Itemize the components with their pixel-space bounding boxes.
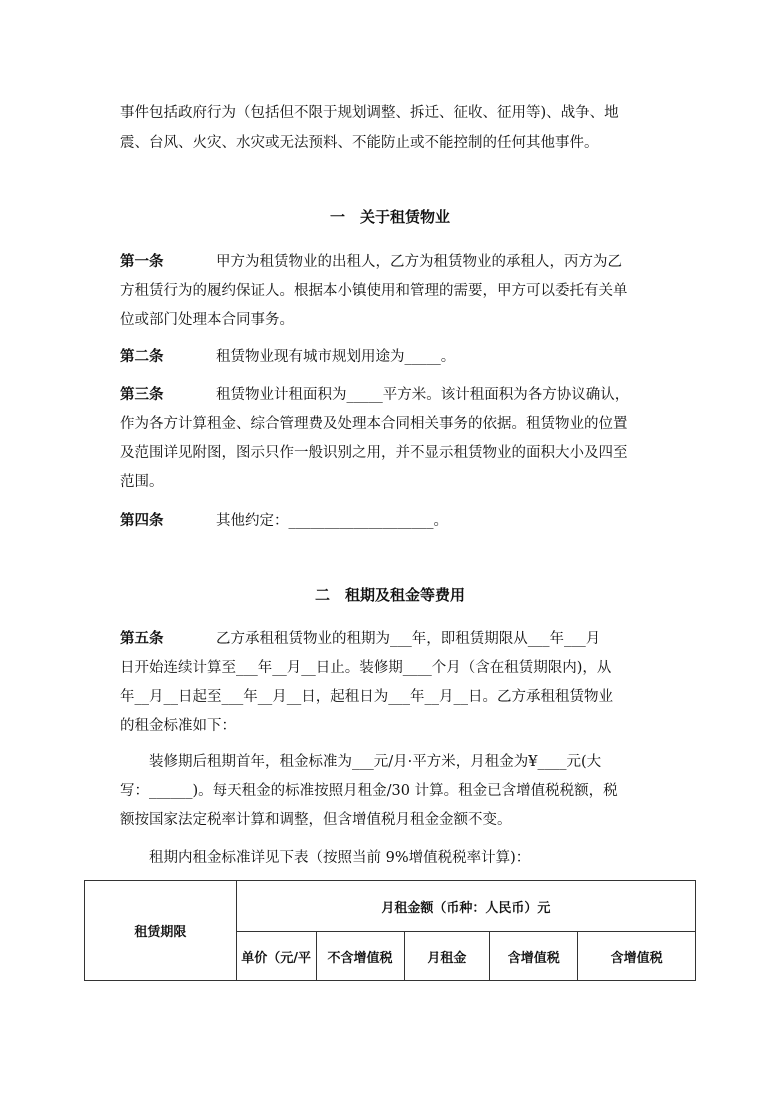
- rent-paragraph-line-2: 写：______)。每天租金的标准按照月租金/30 计算。租金已含增值税税额，税: [120, 783, 618, 799]
- intro-line-1: 事件包括政府行为（包括但不限于规划调整、拆迁、征收、征用等)、战争、地: [120, 105, 619, 121]
- article-5-text-4: 的租金标准如下：: [120, 718, 236, 734]
- article-5-text-1: 乙方承租租赁物业的租期为___年，即租赁期限从___年___月: [216, 631, 601, 647]
- section-1-title: 一 关于租赁物业: [329, 208, 450, 226]
- section-2-title: 二 租期及租金等费用: [314, 586, 465, 604]
- article-3-text-3: 及范围详见附图，图示只作一般识别之用，并不显示租赁物业的面积大小及四至: [120, 445, 628, 461]
- article-4-text: 其他约定：____________________。: [216, 513, 448, 529]
- excl-vat-header: 不含增值税: [316, 932, 404, 981]
- article-5-text-3: 年__月__日起至___年__月__日，起租日为___年__月__日。乙方承租租赁物业: [120, 689, 613, 705]
- article-1-text-1: 甲方为租赁物业的出租人，乙方为租赁物业的承租人，丙方为乙: [216, 254, 622, 270]
- incl-vat-header-2: 含增值税: [578, 932, 696, 981]
- incl-vat-header: 含增值税: [490, 932, 578, 981]
- article-3-text-1: 租赁物业计租面积为_____平方米。该计租面积为各方协议确认，: [216, 387, 630, 403]
- unit-price-header: 单价（元/平: [236, 932, 316, 981]
- rent-paragraph-line-3: 额按国家法定税率计算和调整，但含增值税月租金金额不变。: [120, 812, 512, 828]
- article-3-text-2: 作为各方计算租金、综合管理费及处理本合同相关事务的依据。租赁物业的位置: [120, 416, 628, 432]
- rent-table: [84, 880, 696, 981]
- article-2-label: 第二条: [120, 349, 164, 365]
- rent-table-intro: 租期内租金标准详见下表（按照当前 9%增值税税率计算)：: [149, 850, 531, 866]
- article-5-label: 第五条: [120, 631, 164, 647]
- article-1-text-3: 位或部门处理本合同事务。: [120, 312, 294, 328]
- article-3-label: 第三条: [120, 387, 164, 403]
- intro-line-2: 震、台风、火灾、水灾或无法预料、不能防止或不能控制的任何其他事件。: [120, 135, 599, 151]
- rent-period-header: 租赁期限: [85, 881, 237, 981]
- article-2-text: 租赁物业现有城市规划用途为_____。: [216, 349, 456, 365]
- monthly-rent-header: 月租金: [404, 932, 490, 981]
- article-1-text-2: 方租赁行为的履约保证人。根据本小镇使用和管理的需要，甲方可以委托有关单: [120, 283, 628, 299]
- article-1-label: 第一条: [120, 254, 164, 270]
- rent-paragraph-line-1: 装修期后租期首年，租金标准为___元/月·平方米，月租金为¥____元(大: [149, 754, 602, 770]
- article-5-text-2: 日开始连续计算至___年__月__日止。装修期____个月（含在租赁期限内)，从: [120, 660, 612, 676]
- article-3-text-4: 范围。: [120, 474, 164, 490]
- article-4-label: 第四条: [120, 513, 164, 529]
- monthly-rent-group-header: 月租金额（币种：人民币）元: [236, 881, 695, 932]
